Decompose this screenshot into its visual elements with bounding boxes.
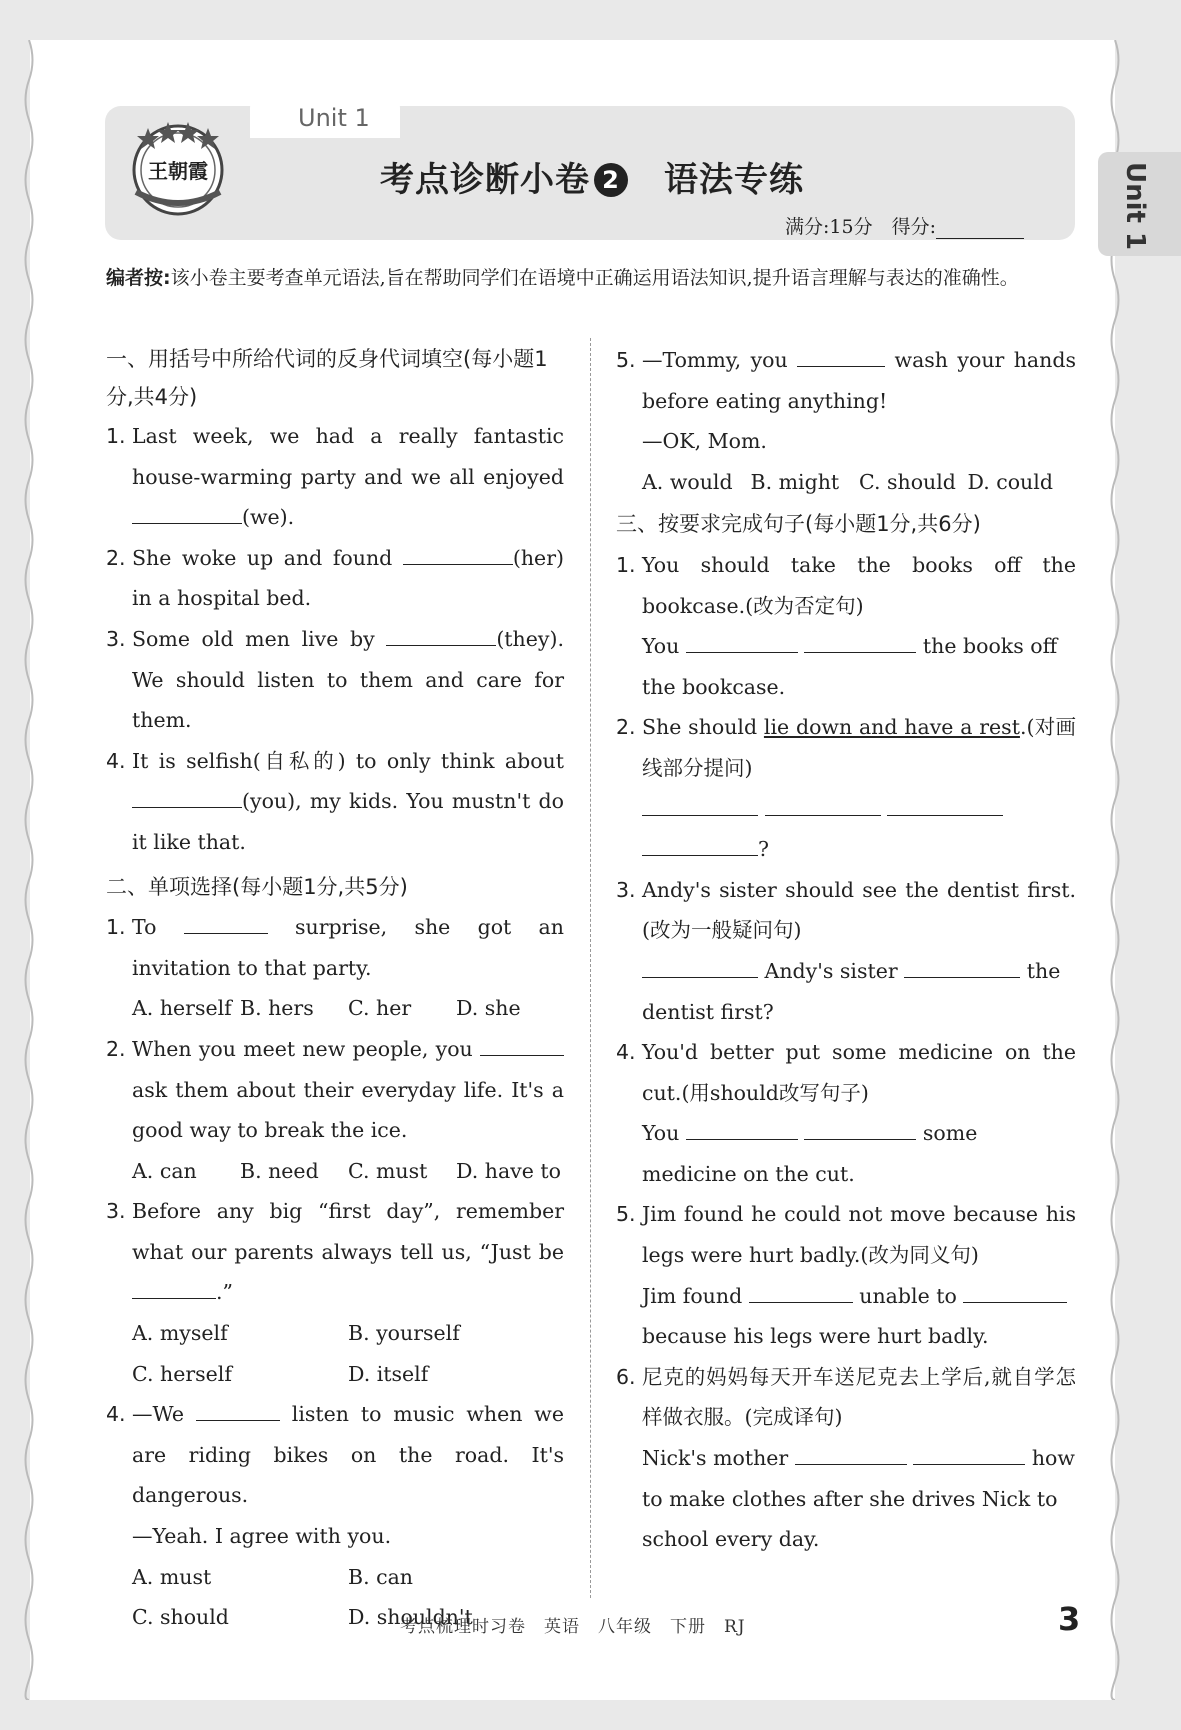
- question-text: —We: [132, 1402, 185, 1427]
- question-number: 4.: [106, 1402, 126, 1427]
- question-number: 6.: [616, 1364, 636, 1389]
- answer-blank[interactable]: [804, 632, 916, 653]
- question-number: 2.: [106, 545, 126, 570]
- wavy-border-left: [22, 40, 36, 1700]
- s1-question-3: [106, 619, 564, 741]
- answer-text: because his legs were hurt badly.: [642, 1324, 989, 1349]
- underlined-phrase: lie down and have a rest: [763, 715, 1020, 740]
- s2-q2-options: [106, 1151, 564, 1192]
- column-divider: [590, 338, 591, 1598]
- s3-question-1: [616, 545, 1076, 626]
- s3-question-2: [616, 707, 1076, 788]
- answer-blank[interactable]: [963, 1282, 1067, 1303]
- question-text: Andy's sister should see the dentist first.(改为一般疑问句): [642, 877, 1076, 943]
- s2-question-2: [106, 1029, 564, 1151]
- option[interactable]: D. shouldn't: [348, 1605, 473, 1630]
- option[interactable]: C. should: [132, 1605, 229, 1630]
- answer-blank[interactable]: [403, 544, 513, 565]
- question-number: 1.: [106, 915, 126, 940]
- answer-text: ?: [758, 837, 769, 862]
- side-tab-label: Unit 1: [1120, 162, 1150, 251]
- editor-note: [106, 262, 1076, 294]
- option[interactable]: A. would: [642, 469, 733, 494]
- answer-blank[interactable]: [196, 1400, 280, 1421]
- option[interactable]: D. could: [967, 469, 1053, 494]
- answer-blank[interactable]: [797, 346, 885, 367]
- option[interactable]: C. herself: [132, 1361, 232, 1386]
- s1-question-4: [106, 741, 564, 863]
- score-blank[interactable]: [936, 220, 1024, 239]
- s3-q6-answer: [616, 1438, 1076, 1560]
- s3-q5-answer: [616, 1276, 1076, 1357]
- question-text: wash your hands before eating anything!: [642, 348, 1076, 413]
- question-number: 2.: [106, 1036, 126, 1061]
- question-text: 尼克的妈妈每天开车送尼克去上学后,就自学怎样做衣服。(完成译句): [642, 1364, 1076, 1430]
- question-number: 4.: [616, 1040, 636, 1065]
- option[interactable]: C. should: [859, 469, 956, 494]
- question-text: Jim found he could not move because his legs were hurt badly.(改为同义句): [642, 1202, 1076, 1268]
- answer-text: how to make clothes after she drives Nick to school every day.: [642, 1446, 1075, 1552]
- answer-blank[interactable]: [887, 795, 1003, 816]
- question-text: ask them about their everyday life. It's a good way to break the ice.: [132, 1077, 564, 1143]
- section2-title: 二、单项选择(每小题1分,共5分): [106, 874, 408, 899]
- question-text: Last week, we had a really fantastic house-warming party and we all enjoyed: [132, 424, 564, 489]
- question-text: Before any big “first day”, remember what our parents always tell us, “Just be: [132, 1199, 564, 1264]
- question-number: 2.: [616, 715, 636, 740]
- question-text: She should: [642, 715, 758, 740]
- question-number: 1.: [616, 552, 636, 577]
- option[interactable]: D. she: [456, 996, 521, 1021]
- question-number: 5.: [616, 1202, 636, 1227]
- answer-blank[interactable]: [749, 1282, 853, 1303]
- s3-question-6: [616, 1357, 1076, 1438]
- s2-question-5: [616, 340, 1076, 421]
- question-number: 3.: [616, 877, 636, 902]
- s2-question-4: [106, 1394, 564, 1516]
- s2-q4-reply: —Yeah. I agree with you.: [132, 1524, 392, 1549]
- answer-blank[interactable]: [642, 795, 758, 816]
- s2-question-3: [106, 1191, 564, 1313]
- question-number: 3.: [106, 626, 126, 651]
- wavy-border-right: [1108, 40, 1122, 1700]
- answer-blank[interactable]: [904, 957, 1020, 978]
- question-text: surprise, she got an invitation to that party.: [132, 915, 564, 980]
- option[interactable]: A. must: [132, 1564, 212, 1589]
- option[interactable]: B. might: [750, 469, 840, 494]
- side-unit-tab: [1098, 152, 1181, 256]
- question-number: 3.: [106, 1199, 126, 1224]
- answer-blank[interactable]: [765, 795, 881, 816]
- left-column: [106, 340, 564, 1638]
- option[interactable]: A. myself: [132, 1321, 228, 1346]
- question-text: listen to music when we are riding bikes on the road. It's dangerous.: [132, 1402, 564, 1508]
- option[interactable]: C. her: [348, 996, 412, 1021]
- s3-question-5: [616, 1194, 1076, 1275]
- answer-text: the books off the bookcase.: [642, 634, 1058, 699]
- s3-question-4: [616, 1032, 1076, 1113]
- question-text: (they). We should listen to them and care for them.: [132, 626, 564, 733]
- answer-blank[interactable]: [795, 1444, 907, 1465]
- answer-blank[interactable]: [686, 1119, 798, 1140]
- right-column: [616, 340, 1076, 1560]
- question-text: Some old men live by: [132, 626, 375, 651]
- answer-text: unable to: [859, 1283, 957, 1308]
- answer-text: the dentist first?: [642, 958, 1061, 1024]
- option[interactable]: B. can: [348, 1564, 414, 1589]
- s3-q4-answer: [616, 1113, 1076, 1194]
- answer-text: Jim found: [642, 1283, 743, 1308]
- option[interactable]: A. can: [132, 1158, 197, 1183]
- page-number: 3: [1058, 1600, 1081, 1638]
- answer-blank[interactable]: [132, 787, 242, 808]
- option[interactable]: B. need: [240, 1158, 319, 1183]
- title-main: 考点诊断小卷: [380, 160, 590, 200]
- title-sub: 语法专练: [664, 160, 804, 200]
- s3-q1-answer: [616, 626, 1076, 707]
- option[interactable]: B. yourself: [348, 1321, 460, 1346]
- page-title: [380, 152, 804, 201]
- option[interactable]: D. itself: [348, 1361, 429, 1386]
- answer-blank[interactable]: [386, 625, 496, 646]
- answer-blank[interactable]: [686, 632, 798, 653]
- option[interactable]: D. have to: [456, 1158, 561, 1183]
- answer-text: Andy's sister: [764, 958, 898, 983]
- title-number-badge: 2: [594, 163, 628, 197]
- answer-text: Nick's mother: [642, 1446, 789, 1471]
- question-number: 5.: [616, 348, 636, 372]
- answer-text: You: [642, 634, 680, 659]
- answer-blank[interactable]: [642, 835, 758, 856]
- s2-q5-reply: —OK, Mom.: [642, 429, 767, 454]
- s1-question-2: [106, 538, 564, 619]
- question-text: (her) in a hospital bed.: [132, 545, 564, 611]
- question-number: 4.: [106, 748, 126, 773]
- question-text: (we).: [242, 505, 295, 530]
- editor-note-text: 该小卷主要考查单元语法,旨在帮助同学们在语境中正确运用语法知识,提升语言理解与表达的准确性。: [170, 267, 1019, 289]
- answer-blank[interactable]: [804, 1119, 916, 1140]
- question-text: You should take the books off the bookcase.(改为否定句): [642, 552, 1076, 618]
- score-line: [785, 212, 1024, 239]
- s2-q1-options: [106, 988, 564, 1029]
- answer-text: You: [642, 1121, 680, 1146]
- question-text: It is selfish(自私的) to only think about: [132, 748, 564, 773]
- s2-question-1: [106, 907, 564, 988]
- answer-blank[interactable]: [480, 1035, 564, 1056]
- question-text: You'd better put some medicine on the cut.(用should改写句子): [642, 1040, 1076, 1105]
- question-text: .”: [216, 1280, 233, 1305]
- s1-question-1: [106, 416, 564, 538]
- logo-emblem-icon: [128, 118, 228, 218]
- question-text: To: [132, 915, 157, 940]
- answer-blank[interactable]: [642, 957, 758, 978]
- section3-title: 三、按要求完成句子(每小题1分,共6分): [616, 512, 981, 537]
- s3-q3-answer: [616, 951, 1076, 1032]
- option[interactable]: C. must: [348, 1158, 428, 1183]
- question-text: When you meet new people, you: [132, 1036, 473, 1061]
- question-text: .(对画线部分提问): [642, 715, 1077, 780]
- footer-text: 考点梳理时习卷 英语 八年级 下册 RJ: [400, 1617, 746, 1637]
- s3-q2-answer: [616, 789, 1076, 870]
- section1-title: 一、用括号中所给代词的反身代词填空(每小题1分,共4分): [106, 347, 548, 409]
- score-label: 满分:15分 得分:: [785, 216, 936, 238]
- answer-blank[interactable]: [913, 1444, 1025, 1465]
- editor-note-label: 编者按:: [106, 267, 171, 289]
- s2-q3-options: [106, 1313, 564, 1394]
- question-number: 1.: [106, 424, 126, 448]
- question-text: —Tommy, you: [642, 348, 788, 372]
- s2-q5-options: [616, 462, 1076, 503]
- s3-question-3: [616, 870, 1076, 951]
- logo-text: 王朝霞: [148, 159, 208, 183]
- question-text: (you), my kids. You mustn't do it like that.: [132, 789, 564, 854]
- option[interactable]: A. herself: [132, 996, 232, 1021]
- answer-text: some medicine on the cut.: [642, 1121, 978, 1186]
- question-text: She woke up and found: [132, 545, 393, 570]
- option[interactable]: B. hers: [240, 996, 314, 1021]
- answer-blank[interactable]: [132, 503, 242, 524]
- unit-label: Unit 1: [298, 104, 370, 132]
- answer-blank[interactable]: [132, 1278, 216, 1299]
- answer-blank[interactable]: [184, 913, 268, 934]
